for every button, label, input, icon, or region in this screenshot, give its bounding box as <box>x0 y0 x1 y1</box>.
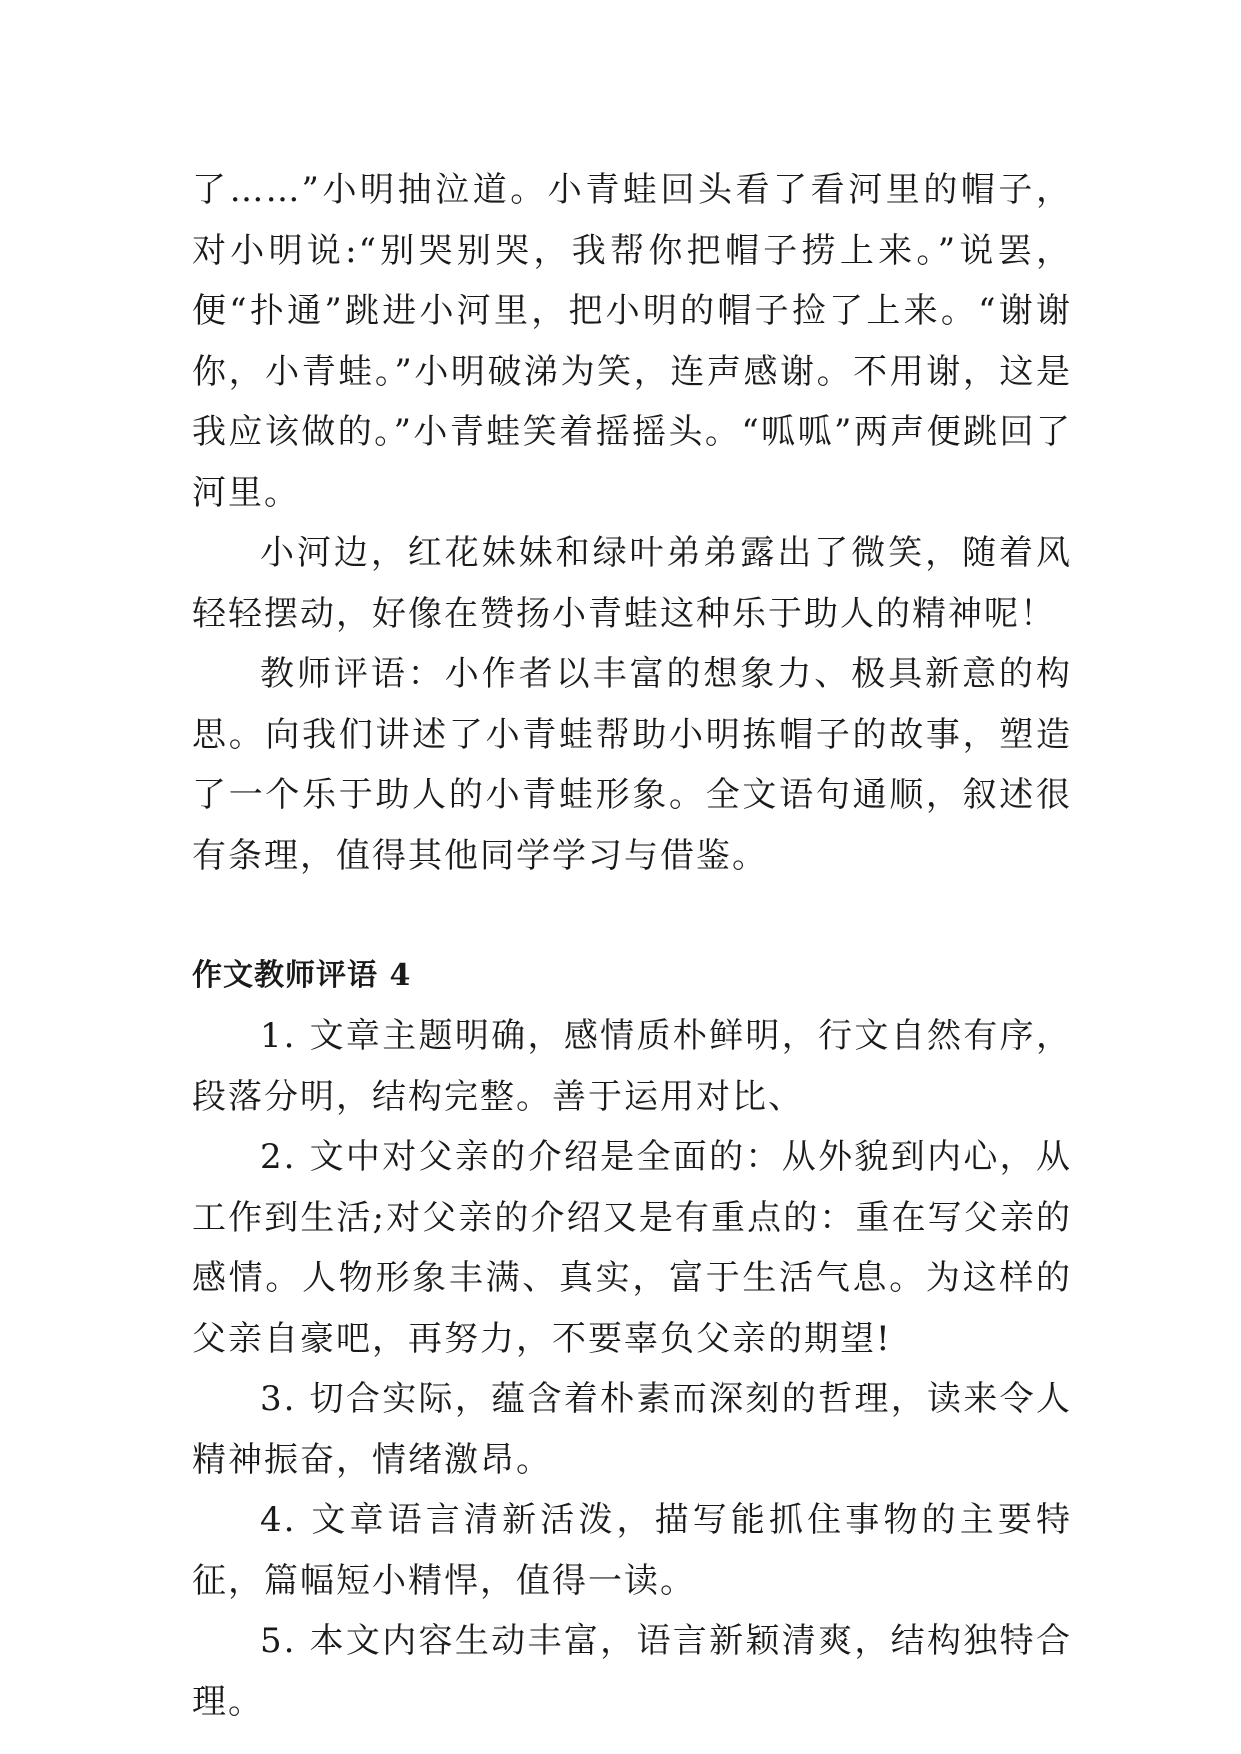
document-page <box>192 160 1072 1732</box>
comment-item-4: 4. 文章语言清新活泼，描写能抓住事物的主要特征，篇幅短小精悍，值得一读。 <box>192 1500 1072 1601</box>
story-paragraph-continued: 了……”小明抽泣道。小青蛙回头看了看河里的帽子，对小明说:“别哭别哭，我帮你把帽子捞上来。”说罢，便“扑通”跳进小河里，把小明的帽子捡了上来。“谢谢你，小青蛙。”小明破涕为笑，连声感谢。不用谢，这是我应该做的。”小青蛙笑着摇摇头。“呱呱”两声便跳回了河里。 <box>192 170 1072 513</box>
comment-item-1: 1. 文章主题明确，感情质朴鲜明，行文自然有序，段落分明，结构完整。善于运用对比、 <box>192 1016 1072 1117</box>
comment-item-2: 2. 文中对父亲的介绍是全面的：从外貌到内心，从工作到生活;对父亲的介绍又是有重点的：重在写父亲的感情。人物形象丰满、真实，富于生活气息。为这样的父亲自豪吧，再努力，不要辜负父亲的期望! <box>192 1137 1072 1359</box>
section-title: 作文教师评语 4 <box>192 958 412 993</box>
comment-item-3: 3. 切合实际，蕴含着朴素而深刻的哲理，读来令人精神振奋，情绪激昂。 <box>192 1379 1072 1480</box>
comment-item-5: 5. 本文内容生动丰富，语言新颖清爽，结构独特合理。 <box>192 1621 1072 1722</box>
teacher-comment-paragraph: 教师评语：小作者以丰富的想象力、极具新意的构思。向我们讲述了小青蛙帮助小明拣帽子的故事，塑造了一个乐于助人的小青蛙形象。全文语句通顺，叙述很有条理，值得其他同学学习与借鉴。 <box>192 654 1072 876</box>
story-closing-paragraph: 小河边，红花妹妹和绿叶弟弟露出了微笑，随着风轻轻摆动，好像在赞扬小青蛙这种乐于助人的精神呢！ <box>192 533 1072 634</box>
